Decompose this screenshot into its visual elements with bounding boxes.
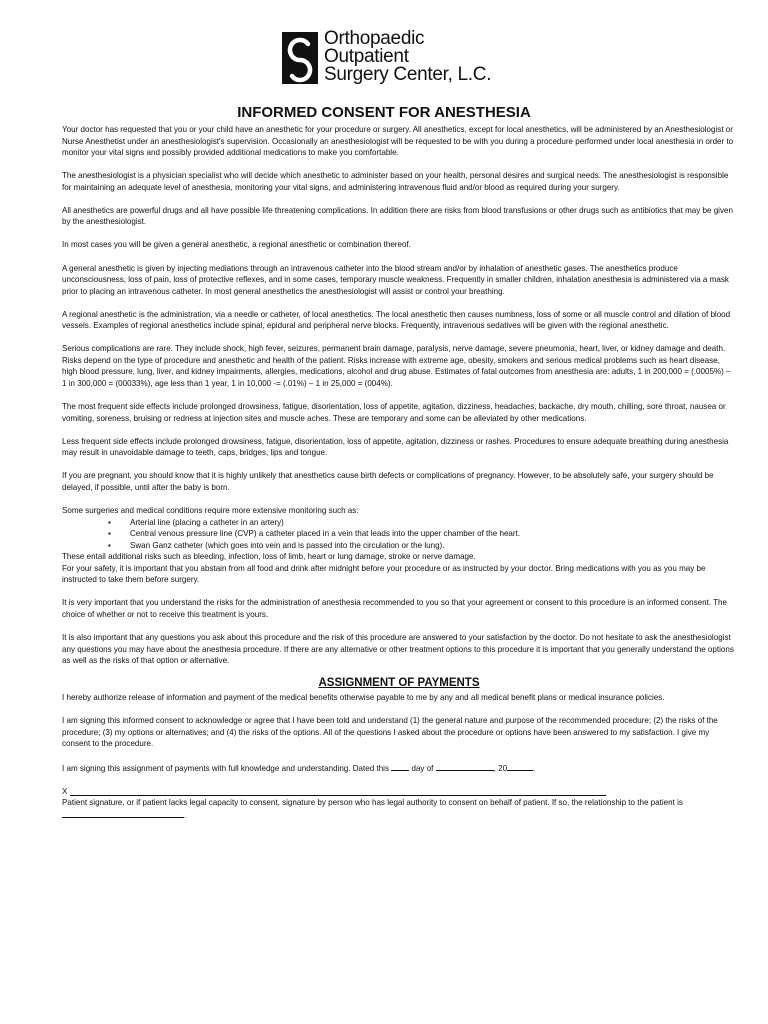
paragraph-complications: Serious complications are rare. They include shock, high fever, seizures, permanent brain damage, paralysis, nerve damage, severe pneumonia, heart, liver, or kidney damage and death. Risks depend on the type of procedure and anesthetic and health of the patient. Risks increase with extreme age, obesity, smokers and serious medical problems such as heart disease, high blood pressure, lung, liver, and kidney impairments, allergies, medications, alcohol and drug abuse. Estimates of fatal outcomes from anesthesia are: adults, 1 in 200,000 = (.0005%) – 1 in 300,000 = (00033%), age less than 1 year, 1 in 10,000 -= (.01%) – 1 in 25,000 = (004%). [62,344,731,389]
paragraph-pregnancy: If you are pregnant, you should know that it is highly unlikely that anesthetics cause birth defects or complications of pregnancy. However, to be absolutely safe, your surgery should be delayed, if possible, until after the baby is born. [62,471,714,492]
month-field[interactable] [436,762,494,771]
signature-line [62,786,736,798]
list-item: ▪ Arterial line (placing a catheter in an artery) [130,517,736,529]
document-body [62,124,736,821]
dated-text: I am signing this assignment of payments with full knowledge and understanding. Dated this [62,763,389,773]
paragraph-risks: All anesthetics are powerful drugs and all have possible life threatening complications. In addition there are risks from blood transfusions or other drugs such as antibiotics that may be given by the anesthesiologist. [62,205,733,227]
clinic-logo [282,30,502,88]
paragraph-additional-risks: These entail additional risks such as bleeding, infection, loss of limb, heart or lung damage, stroke or nerve damage. [62,552,476,562]
list-item: ▪ Swan Ganz catheter (which goes into vein and is passed into the circulation or the lung). [130,540,736,552]
document-title: INFORMED CONSENT FOR ANESTHESIA [237,104,531,121]
paragraph-understanding: It is very important that you understand the risks for the administration of anesthesia recommended to you so that your agreement or consent to this procedure is an informed consent. The choice of whether or not to receive this treatment is yours. [62,598,727,619]
paragraph-regional: A regional anesthetic is the administration, via a needle or catheter, of local anesthetics. The local anesthetic then causes numbness, loss of some or all muscle control and dilation of blood vessels. Examples of regional anesthetics include spinal, epidural and peripheral nerve blocks. Frequently, intravenous sedatives will be given with the regional anesthetic. [62,309,731,331]
signature-mark: X [62,786,68,796]
signature-caption-text: Patient signature, or if patient lacks legal capacity to consent, signature by person who has legal authority to consent on behalf of patient. If so, the relationship to the patient is [62,798,683,808]
paragraph-questions: It is also important that any questions you ask about this procedure and the risk of this procedure are answered to your satisfaction by the doctor. Do not hesitate to ask the anesthesiologist any questions you may have about the anesthesia procedure. If there are any alternative or other treatment options to this procedure it is important that you generally understand the options as well as the risks of that option or alternative. [62,633,734,666]
paragraph-side-effects: The most frequent side effects include prolonged drowsiness, fatigue, disorientation, loss of appetite, agitation, dizziness, headaches, backache, dry mouth, chilling, sore throat, nausea or vomiting, soreness, bruising or redness at injection sites and muscle aches. These are temporary and some can be alleviated by other medications. [62,402,726,423]
clinic-name-line3: Surgery Center, L.C. [324,64,492,85]
paragraph-monitoring: Some surgeries and medical conditions require more extensive monitoring such as: [62,506,359,516]
year-field[interactable] [507,762,536,773]
year-prefix: , 20 [493,763,508,773]
paragraph-less-frequent: Less frequent side effects include prolonged drowsiness, fatigue, disorientation, loss of appetite, agitation, dizziness or rashes. Procedures to ensure adequate breathing during anesthesia may result in unavoidable damage to teeth, caps, bridges, lips and tongue. [62,436,729,458]
paragraph-safety: For your safety, it is important that you abstain from all food and drink after midnight before your procedure or as instructed by your doctor. Bring medications with you as you may be instructed to take them before surgery. [62,563,706,585]
clinic-logo-mark-icon [282,32,318,84]
paragraph-authorize: I hereby authorize release of information and payment of the medical benefits otherwise payable to me by any and all medical benefit plans or medical insurance policies. [62,693,665,703]
clinic-name [324,30,491,84]
list-item: ▪ Central venous pressure line (CVP) a catheter placed in a vein that leads into the upper chamber of the heart. [130,528,736,540]
dated-period: . [533,763,536,773]
relationship-period: . [184,810,187,820]
day-of-label: day of [411,763,434,773]
signature-caption [62,797,736,821]
dated-line [62,762,736,775]
relationship-field[interactable] [62,809,187,820]
monitoring-list [62,517,736,552]
paragraph-anesthesiologist: The anesthesiologist is a physician specialist who will decide which anesthetic to administer based on your health, personal desires and surgical needs. The anesthesiologist is responsible for maintaining an adequate level of anesthesia, monitoring your vital signs, and administering intravenous fluid and/or blood as required during your surgery. [62,171,729,192]
paragraph-intro: Your doctor has requested that you or your child have an anesthetic for your procedure or surgery. All anesthetics, except for local anesthetics, will be administered by an Anesthesiologist or Nurse Anesthetist under an anesthesiologist's supervision. Occasionally an anesthesiologist will be requested to be with you during a procedure performed under local anesthesia in order to monitor your vital signs and possibly provided additional medications to make you comfortable. [62,125,734,158]
signature-field[interactable] [70,795,606,796]
day-field[interactable] [391,762,409,771]
clinic-name-line2: Outpatient [324,46,409,67]
paragraph-general: A general anesthetic is given by injecting mediations through an intravenous catheter into the blood stream and/or by inhalation of anesthetic gases. The anesthetics produce unconsciousness, loss of pain, loss of protective reflexes, and in some cases, temporary muscle weakness. Frequently in smaller children, inhalation anesthesia is administered via a mask prior to placing an intravenous catheter. In most general anesthetics the anesthesiologist will assist or control your breathing. [62,263,729,296]
paragraph-types: In most cases you will be given a general anesthetic, a regional anesthetic or combination thereof. [62,240,411,250]
clinic-name-line1: Orthopaedic [324,28,425,49]
assignment-heading: ASSIGNMENT OF PAYMENTS [318,677,480,690]
paragraph-acknowledge: I am signing this informed consent to acknowledge or agree that I have been told and understand (1) the general nature and purpose of the recommended procedure; (2) the risks of the procedure; (3) my options or alternatives; and (4) the risks of the options. All of the questions I asked about the procedure or options have been answered to my satisfaction. I give my consent to the procedure. [62,716,718,749]
